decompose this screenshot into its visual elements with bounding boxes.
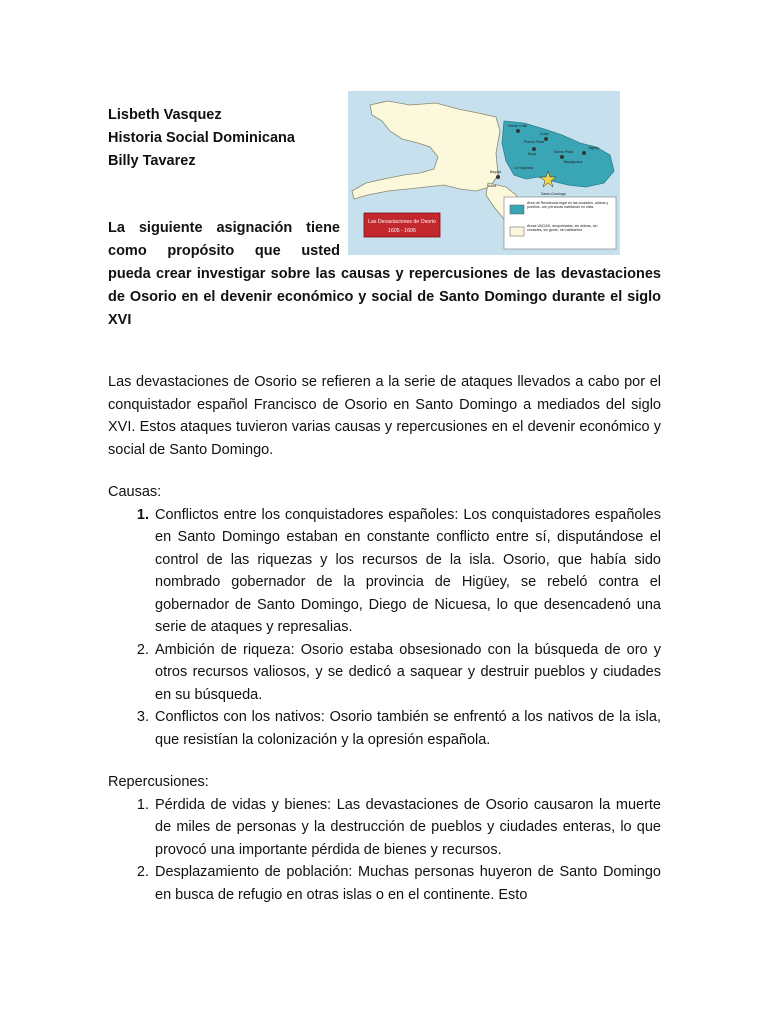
map-place-marker [532, 147, 536, 151]
map-land-west [352, 101, 500, 199]
map-title-text: Las Devastaciones de Osorio [368, 219, 436, 225]
intro-paragraph: Las devastaciones de Osorio se refieren a la serie de ataques llevados a cabo por el conquistador español Francisco de Osorio en Santo Domingo a mediados del siglo XVI. Estos ataques tuvieron varias causas y repercusiones en el devenir económico y social de Santo Domingo. [108, 374, 661, 458]
map-place-marker [560, 155, 564, 159]
cause-item: 2. Ambición de riqueza: Osorio estaba obsesionado con la búsqueda de oro y otros recursos valiosos, y se dedicó a saquear y destruir pueblos y ciudades en su búsqueda. [153, 639, 661, 707]
repercussion-item: 1. Pérdida de vidas y bienes: Las devastaciones de Osorio causaron la muerte de miles de personas y la destrucción de pueblos y ciudades enteras, lo que provocó una importante pérdida de bienes y recursos. [153, 794, 661, 862]
repercussion-item: 2. Desplazamiento de población: Muchas personas huyeron de Santo Domingo en busca de refugio en otras islas o en el continente. Esto [153, 861, 661, 906]
map-place-marker [582, 151, 586, 155]
map-place-label: Monte Cristi [508, 124, 528, 128]
map-place-label: Monte Plata [554, 150, 574, 154]
legend-text-empty: Áreas VACÍAS, despobladas, sin aldeas, sin ciudades, sin gente, sin habitantes [527, 224, 598, 233]
intro-line-2: como propósito que usted [108, 243, 340, 259]
map-place-label: Puerto Plata [524, 140, 544, 144]
map-place-label: Bayaguana [564, 160, 583, 164]
cause-item: 1. Conflictos entre los conquistadores españoles: Los conquistadores españoles en Santo Domingo estaban en constante conflicto entre sí, disputándose el control de las riquezas y los recursos de la isla. Osorio, que había sido nombrado gobernador de la provincia de Higüey, se rebeló contra el gobernador de Santo Domingo, Diego de Nicuesa, lo que desencadenó una serie de ataques y represalias. [153, 504, 661, 639]
assignment-intro [108, 217, 661, 332]
teacher-name: Billy Tavarez [108, 153, 196, 169]
map-place-label: Bayajá [490, 170, 501, 174]
course-name: Historia Social Dominicana [108, 130, 295, 146]
causes-list [108, 504, 661, 752]
legend-swatch-populated [510, 205, 524, 214]
intro-line-1: La siguiente asignación tiene [108, 220, 340, 236]
cause-item: 3. Conflictos con los nativos: Osorio también se enfrentó a los nativos de la isla, que resistían la colonización y la opresión española. [153, 706, 661, 751]
map-place-marker [544, 137, 548, 141]
document-body [108, 371, 661, 926]
repercussions-list [108, 794, 661, 907]
legend-text-populated: Área de Residencia legal en las ciudades, aldeas y pueblos, con personas habitando en ellas [527, 201, 609, 210]
causes-title: Causas: [108, 484, 162, 500]
author-name: Lisbeth Vasquez [108, 107, 222, 123]
repercussions-title: Repercusiones: [108, 774, 209, 790]
map-place-label: Boya [528, 152, 537, 156]
map-place-marker [516, 129, 520, 133]
map-place-label: La Yaguana [514, 166, 534, 170]
document-header [108, 104, 295, 173]
map-years-text: 1605 - 1606 [388, 228, 416, 234]
map-place-marker [496, 175, 500, 179]
map-place-label: Cotuí [540, 132, 549, 136]
map-place-label: Santo Domingo [541, 192, 566, 196]
map-place-label: Azua [488, 184, 497, 188]
intro-rest: pueda crear investigar sobre las causas y repercusiones de las devastaciones de Osorio en el devenir económico y social de Santo Domingo durante el siglo XVI [108, 266, 661, 328]
map-place-label: Higüey [588, 146, 600, 150]
